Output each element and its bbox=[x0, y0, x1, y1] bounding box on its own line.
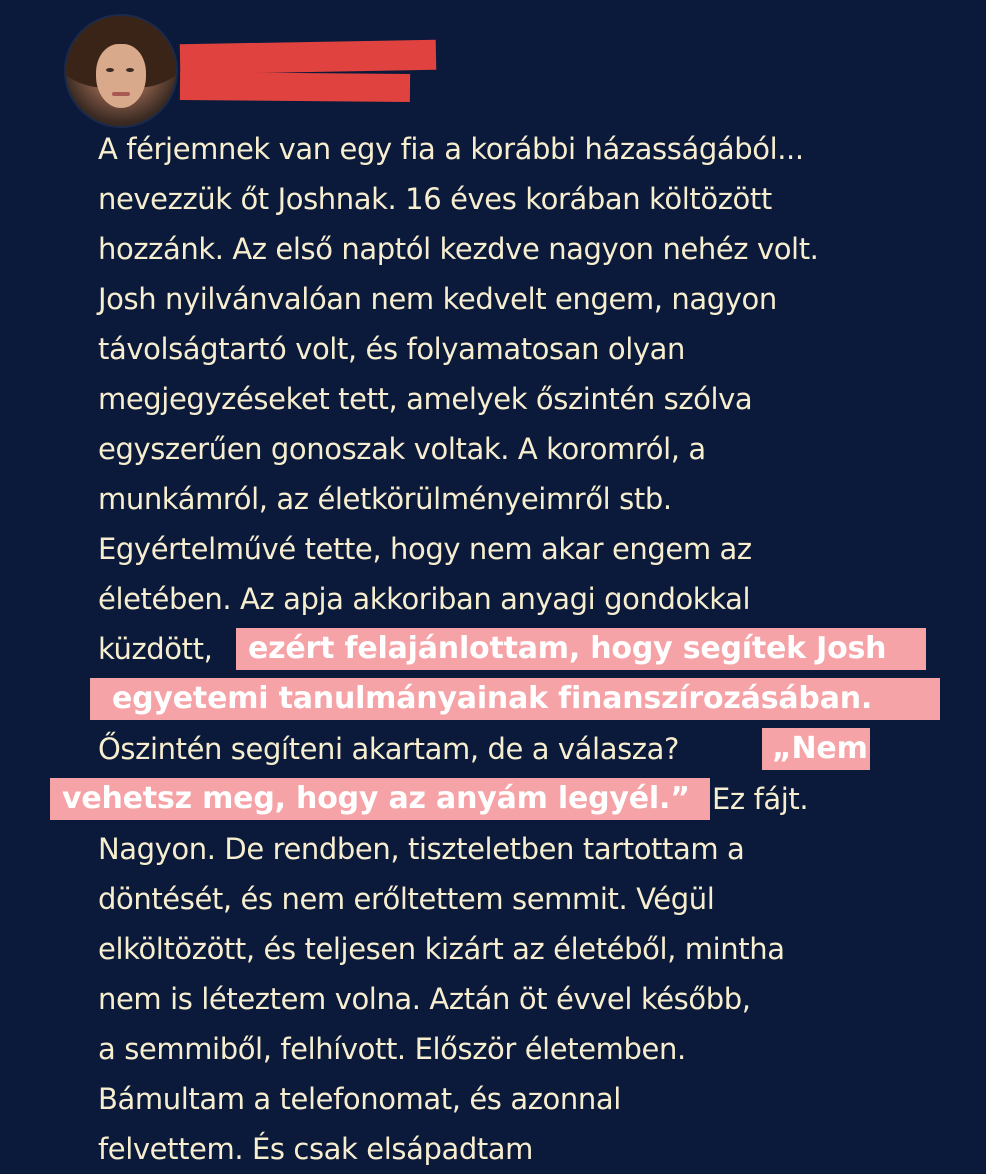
avatar[interactable] bbox=[64, 14, 178, 128]
post-line: döntését, és nem erőltettem semmit. Végül bbox=[98, 882, 715, 916]
avatar-eye bbox=[126, 68, 134, 72]
post-line: nem is léteztem volna. Aztán öt évvel később, bbox=[98, 982, 751, 1016]
avatar-face bbox=[96, 44, 146, 108]
redacted-handle bbox=[180, 72, 410, 102]
post-line: Nagyon. De rendben, tiszteletben tartottam a bbox=[98, 832, 745, 866]
highlighted-text: „Nem bbox=[762, 728, 870, 770]
post-line: Ez fájt. bbox=[712, 782, 809, 816]
post-line: küzdött, bbox=[98, 632, 213, 666]
post-line: Őszintén segíteni akartam, de a válasza? bbox=[98, 732, 679, 766]
post-line: egyszerűen gonoszak voltak. A koromról, a bbox=[98, 432, 706, 466]
post-line: munkámról, az életkörülményeimről stb. bbox=[98, 482, 672, 516]
post-line: a semmiből, felhívott. Először életemben. bbox=[98, 1032, 686, 1066]
post-line: Josh nyilvánvalóan nem kedvelt engem, nagyon bbox=[98, 282, 777, 316]
highlighted-text: vehetsz meg, hogy az anyám legyél.” bbox=[50, 778, 710, 820]
post-line: nevezzük őt Joshnak. 16 éves korában költözött bbox=[98, 182, 772, 216]
post-line: A férjemnek van egy fia a korábbi házasságából... bbox=[98, 132, 804, 166]
post-line: Egyértelművé tette, hogy nem akar engem az bbox=[98, 532, 752, 566]
avatar-mouth bbox=[112, 92, 130, 96]
post-line: Bámultam a telefonomat, és azonnal bbox=[98, 1082, 621, 1116]
post-line: felvettem. És csak elsápadtam bbox=[98, 1132, 534, 1166]
post-line: távolságtartó volt, és folyamatosan olyan bbox=[98, 332, 685, 366]
avatar-eye bbox=[106, 68, 114, 72]
highlighted-text: ezért felajánlottam, hogy segítek Josh bbox=[236, 628, 926, 670]
post-line: hozzánk. Az első naptól kezdve nagyon nehéz volt. bbox=[98, 232, 819, 266]
post-line: elköltözött, és teljesen kizárt az életéből, mintha bbox=[98, 932, 785, 966]
post-line: életében. Az apja akkoriban anyagi gondokkal bbox=[98, 582, 751, 616]
redacted-username bbox=[180, 40, 436, 74]
post-line: megjegyzéseket tett, amelyek őszintén szólva bbox=[98, 382, 753, 416]
highlighted-text: egyetemi tanulmányainak finanszírozásában. bbox=[90, 678, 940, 720]
